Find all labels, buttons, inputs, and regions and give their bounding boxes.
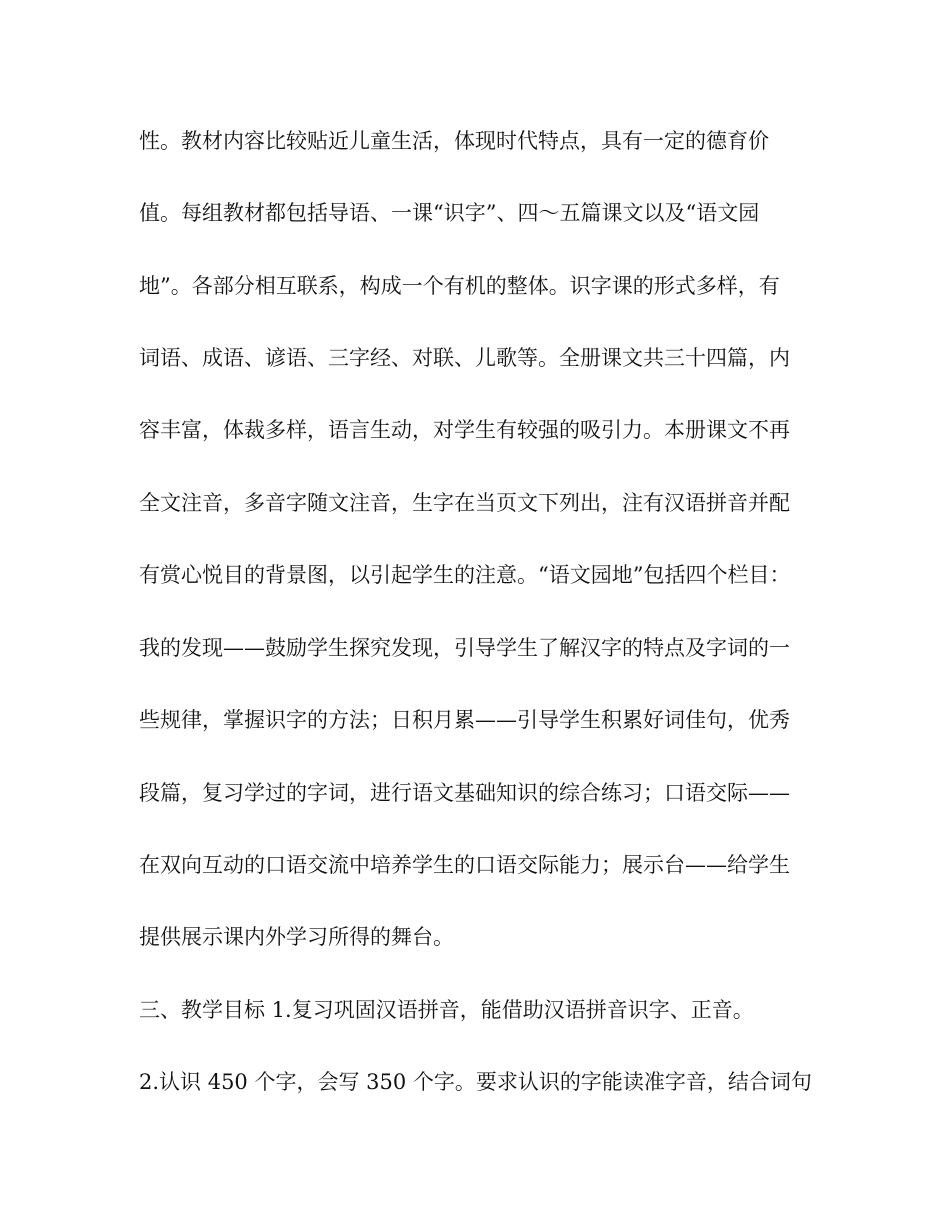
text-line-7: 有赏心悦目的背景图，以引起学生的注意。“语文园地”包括四个栏目：: [139, 563, 791, 587]
text-line-6: 全文注音，多音字随文注音，生字在当页文下列出，注有汉语拼音并配: [139, 491, 790, 515]
text-line-4: 词语、成语、谚语、三字经、对联、儿歌等。全册课文共三十四篇，内: [139, 346, 790, 370]
text-line-8: 我的发现——鼓励学生探究发现，引导学生了解汉字的特点及字词的一: [139, 636, 790, 660]
text-line-1: 性。教材内容比较贴近儿童生活，体现时代特点，具有一定的德育价: [139, 129, 769, 153]
text-line-10: 段篇，复习学过的字词，进行语文基础知识的综合练习；口语交际——: [139, 781, 790, 805]
text-line-13: 三、教学目标 1.复习巩固汉语拼音，能借助汉语拼音识字、正音。: [139, 998, 754, 1022]
text-line-11: 在双向互动的口语交流中培养学生的口语交际能力；展示台——给学生: [139, 853, 790, 877]
text-line-9: 些规律，掌握识字的方法；日积月累——引导学生积累好词佳句，优秀: [139, 708, 790, 732]
text-line-5: 容丰富，体裁多样，语言生动，对学生有较强的吸引力。本册课文不再: [139, 418, 790, 442]
text-line-14: 2.认识 450 个字，会写 350 个字。要求认识的字能读准字音，结合词句: [139, 1070, 812, 1094]
text-line-12: 提供展示课内外学习所得的舞台。: [139, 925, 454, 949]
text-line-2: 值。每组教材都包括导语、一课“识字”、四～五篇课文以及“语文园: [139, 201, 760, 225]
text-line-3: 地”。各部分相互联系，构成一个有机的整体。识字课的形式多样，有: [139, 274, 780, 298]
